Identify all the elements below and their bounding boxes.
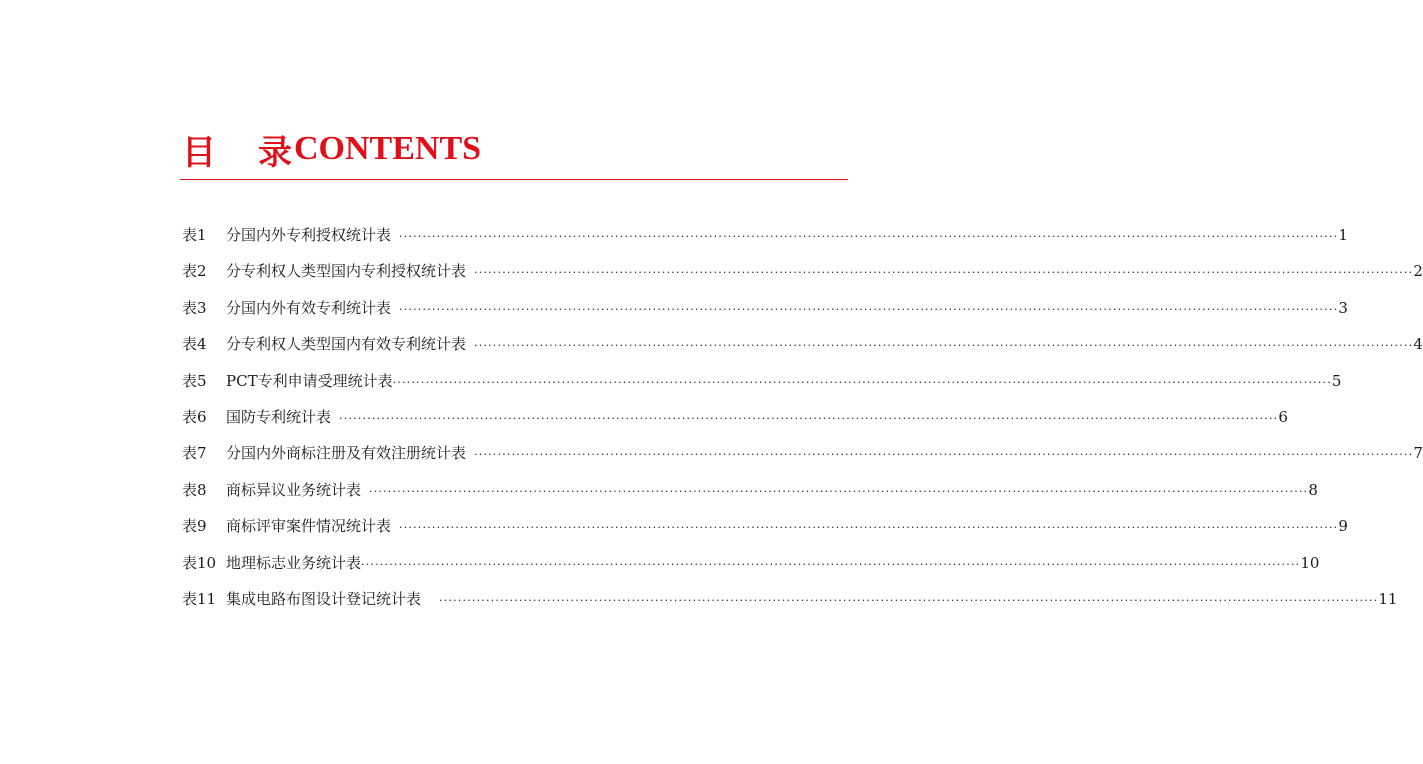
toc-entry-number: 表9 [182, 517, 207, 536]
toc-entry[interactable] [182, 253, 1423, 289]
toc-dot-leader: ········································································································································································································ [474, 266, 1414, 280]
toc-dot-leader: ········································································································································································································ [399, 521, 1339, 535]
toc-entry-label: 分国内外有效专利统计表 [226, 298, 392, 317]
toc-dot-leader: ········································································································································································································ [339, 411, 1279, 425]
toc-entry-label: 分专利权人类型国内专利授权统计表 [226, 262, 467, 281]
toc-entry-number: 表1 [182, 226, 207, 244]
toc-entry[interactable] [182, 472, 1318, 508]
toc-dot-leader: ········································································································································································································ [399, 230, 1339, 243]
toc-entry-page: 11 [1378, 589, 1398, 608]
title-en: CONTENTS [294, 130, 482, 167]
toc-entry-page: 3 [1338, 298, 1348, 317]
toc-entry-number: 表6 [182, 407, 207, 426]
page-title [182, 124, 481, 174]
toc-entry-page: 10 [1300, 553, 1320, 572]
toc-entry-page: 4 [1413, 335, 1423, 354]
toc-entry-number: 表5 [182, 371, 207, 390]
toc-entry-number: 表8 [182, 480, 207, 499]
toc-entry-label: PCT专利申请受理统计表 [226, 371, 393, 390]
toc-entry-number: 表10 [182, 553, 217, 572]
toc-entry-page: 9 [1338, 517, 1348, 536]
toc-entry-page: 7 [1413, 444, 1423, 463]
toc-entry-label: 集成电路布图设计登记统计表 [226, 589, 422, 608]
title-cn-part2: 录 [258, 132, 292, 173]
toc-dot-leader: ········································································································································································································ [474, 448, 1414, 462]
toc-entry-label: 分国内外商标注册及有效注册统计表 [226, 444, 467, 463]
toc-entry-number: 表2 [182, 262, 207, 281]
toc-entry[interactable] [182, 399, 1288, 435]
toc-entry[interactable] [182, 326, 1423, 362]
toc-entry[interactable] [182, 217, 1348, 253]
toc-entry-label: 分专利权人类型国内有效专利统计表 [226, 335, 467, 354]
toc-entry[interactable] [182, 363, 1342, 399]
toc-list [182, 217, 1423, 617]
toc-entry-page: 8 [1308, 480, 1318, 499]
toc-entry[interactable] [182, 545, 1320, 581]
toc-entry-page: 2 [1413, 262, 1423, 281]
toc-entry[interactable] [182, 581, 1398, 617]
title-cn-part1: 目 [182, 132, 216, 173]
toc-entry-label: 分国内外专利授权统计表 [226, 226, 392, 244]
toc-entry-number: 表4 [182, 335, 207, 354]
toc-entry[interactable] [182, 508, 1348, 544]
toc-entry-page: 6 [1278, 407, 1288, 426]
toc-entry-number: 表11 [182, 589, 217, 608]
toc-dot-leader: ········································································································································································································ [474, 339, 1414, 353]
toc-entry-label: 地理标志业务统计表 [226, 553, 362, 572]
toc-entry-label: 商标异议业务统计表 [226, 480, 362, 499]
toc-entry-label: 国防专利统计表 [226, 407, 332, 426]
toc-entry[interactable] [182, 435, 1423, 471]
toc-entry-label: 商标评审案件情况统计表 [226, 517, 392, 536]
toc-dot-leader: ········································································································································································································ [361, 557, 1301, 571]
toc-entry-number: 表3 [182, 298, 207, 317]
toc-dot-leader: ········································································································································································································ [392, 375, 1332, 389]
toc-dot-leader: ········································································································································································································ [439, 593, 1379, 607]
toc-entry-page: 1 [1338, 226, 1348, 244]
toc-entry-page: 5 [1331, 371, 1342, 390]
toc-entry-number: 表7 [182, 444, 207, 463]
toc-entry[interactable] [182, 290, 1348, 326]
toc-dot-leader: ········································································································································································································ [399, 302, 1339, 316]
toc-dot-leader: ········································································································································································································ [369, 484, 1309, 498]
title-divider [180, 179, 848, 180]
